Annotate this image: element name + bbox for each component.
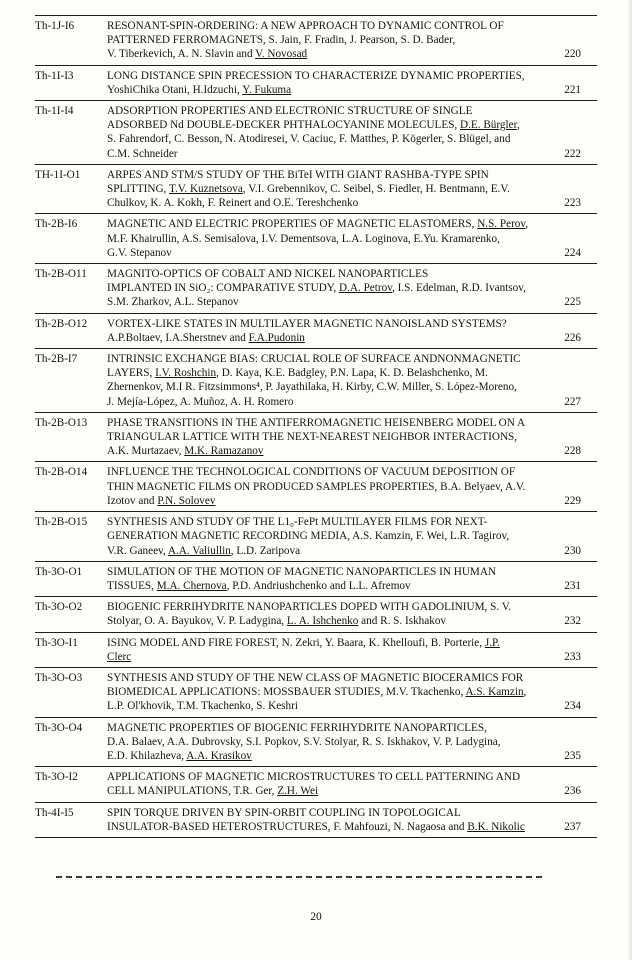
- entry-title-authors: RESONANT-SPIN-ORDERING: A NEW APPROACH TO DYNAMIC CONTROL OF PATTERNED FERROMAGNETS, S. Jain, F. Fradin, J. Pearson, S. D. Bader, V. Tiberkevich, A. N. Slavin and V. Novosad: [107, 20, 504, 61]
- entry-title-authors: PHASE TRANSITIONS IN THE ANTIFERROMAGNETIC HEISENBERG MODEL ON A TRIANGULAR LATTICE WITH THE NEXT-NEAREST NEIGHBOR INTERACTIONS, A.K. Murtazaev, M.K. Ramazanov: [107, 416, 526, 458]
- toc-entry: [35, 16, 597, 66]
- entry-page-number: 224: [564, 246, 581, 259]
- entry-page-number: 236: [564, 785, 581, 798]
- entry-page-number: 232: [564, 615, 581, 628]
- session-code: Th-1J-I6: [35, 20, 75, 32]
- toc-entry: [35, 512, 597, 562]
- entry-page-number: 234: [564, 700, 581, 713]
- session-code: Th-3O-I2: [35, 771, 78, 784]
- entry-page-number: 231: [564, 579, 581, 592]
- session-code: Th-2B-O13: [35, 416, 88, 429]
- toc-entry: [35, 314, 597, 349]
- entry-page-number: 225: [564, 296, 581, 309]
- session-code: Th-4I-I5: [35, 806, 74, 819]
- entry-page-number: 228: [564, 445, 581, 458]
- toc-table: [35, 15, 597, 838]
- toc-entry: [35, 633, 597, 668]
- entry-title-authors: ADSORPTION PROPERTIES AND ELECTRONIC STRUCTURE OF SINGLE ADSORBED Nd DOUBLE-DECKER PHTHALOCYANINE MOLECULES, D.E. Bürgler, S. Fahrendorf, C. Besson, N. Atodiresei, V. Caciuc, F. Matthes, P. Kögerler, S. Blügel, and C.M. Schneider: [107, 105, 520, 160]
- toc-entry: [35, 101, 597, 165]
- entry-title-authors: MAGNITO-OPTICS OF COBALT AND NICKEL NANOPARTICLES IMPLANTED IN SiO₂: COMPARATIVE STUDY, D.A. Petrov, I.S. Edelman, R.D. Ivantsov, S.M. Zharkov, A.L. Stepanov: [107, 268, 526, 309]
- toc-entry: [35, 462, 597, 512]
- entry-page-number: 235: [564, 749, 581, 762]
- entry-page-number: 230: [564, 544, 581, 557]
- entry-title-authors: INTRINSIC EXCHANGE BIAS: CRUCIAL ROLE OF SURFACE ANDNONMAGNETIC LAYERS, I.V. Roshchin, D. Kaya, K.E. Badgley, P.N. Lapa, K. D. Belashchenko, M. Zhernenkov, M.I R. Fitzsimmons⁴, P. Jayathilaka, H. Kirby, C.W. Miller, S. López-Moreno, J. Mejía-López, A. Muñoz, A. H. Romero: [107, 353, 521, 408]
- entry-title-authors: INFLUENCE THE TECHNOLOGICAL CONDITIONS OF VACUUM DEPOSITION OF THIN MAGNETIC FILMS ON PRODUCED SAMPLES PROPERTIES, B.A. Belyaev, A.V. Izotov and P.N. Solovev: [107, 466, 526, 507]
- entry-page-number: 220: [564, 48, 581, 61]
- entry-page-number: 222: [564, 147, 581, 160]
- session-code: Th-3O-O3: [35, 671, 83, 684]
- toc-entry: [35, 767, 597, 802]
- page-number: 20: [310, 911, 322, 923]
- entry-title-authors: MAGNETIC AND ELECTRIC PROPERTIES OF MAGNETIC ELASTOMERS, N.S. Perov, M.F. Khairullin, A.S. Semisalova, I.V. Dementsova, L.A. Loginova, E.Yu. Kramarenko, G.V. Stepanov: [107, 218, 529, 259]
- session-code: Th-1I-I4: [35, 105, 74, 118]
- entry-title-authors: ISING MODEL AND FIRE FOREST, N. Zekri, Y. Baara, K. Khelloufi, B. Porterie, J.P. Clerc: [107, 636, 500, 663]
- toc-entry: [35, 562, 597, 597]
- entry-title-authors: LONG DISTANCE SPIN PRECESSION TO CHARACTERIZE DYNAMIC PROPERTIES, YoshiChika Otani, H.Idzuchi, Y. Fukuma: [107, 69, 525, 96]
- session-code: Th-1I-I3: [35, 69, 74, 82]
- bottom-dashed-rule: [56, 876, 542, 878]
- toc-entry: [35, 413, 597, 463]
- entry-page-number: 221: [564, 83, 581, 96]
- entry-title-authors: SIMULATION OF THE MOTION OF MAGNETIC NANOPARTICLES IN HUMAN TISSUES, M.A. Chernova, P.D. Andriushchenko and L.L. Afremov: [107, 565, 497, 592]
- entry-page-number: 227: [564, 395, 581, 408]
- toc-entry: [35, 803, 597, 838]
- session-code: Th-2B-O15: [35, 516, 88, 529]
- entry-page-number: 226: [564, 331, 581, 344]
- entry-title-authors: BIOGENIC FERRIHYDRITE NANOPARTICLES DOPED WITH GADOLINIUM, S. V. Stolyar, O. A. Bayukov, V. P. Ladygina, L. A. Ishchenko and R. S. Iskhakov: [107, 601, 512, 628]
- entry-title-authors: VORTEX-LIKE STATES IN MULTILAYER MAGNETIC NANOISLAND SYSTEMS? A.P.Boltaev, I.A.Sherstnev and F.A.Pudonin: [107, 317, 507, 344]
- entry-page-number: 223: [564, 197, 581, 210]
- session-code: Th-3O-O4: [35, 721, 83, 734]
- session-code: Th-2B-O14: [35, 466, 88, 479]
- session-code: Th-2B-I7: [35, 353, 78, 366]
- entry-page-number: 229: [564, 494, 581, 507]
- entry-title-authors: MAGNETIC PROPERTIES OF BIOGENIC FERRIHYDRITE NANOPARTICLES, D.A. Balaev, A.A. Dubrovsky, S.I. Popkov, S.V. Stolyar, R. S. Iskhakov, V. P. Ladygina, E.D. Khilazheva, A.A. Krasikov: [107, 721, 501, 762]
- toc-entry: [35, 668, 597, 718]
- toc-entry: [35, 66, 597, 101]
- toc-entry: [35, 264, 597, 314]
- entry-title-authors: SYNTHESIS AND STUDY OF THE NEW CLASS OF MAGNETIC BIOCERAMICS FOR BIOMEDICAL APPLICATIONS: MOSSBAUER STUDIES, M.V. Tkachenko, A.S. Kamzin, L.P. Ol'khovik, T.M. Tkachenko, S. Keshri: [107, 671, 527, 713]
- session-code: Th-3O-I1: [35, 636, 78, 649]
- session-code: Th-3O-O2: [35, 601, 83, 614]
- session-code: Th-2B-O11: [35, 268, 87, 281]
- toc-entry: [35, 597, 597, 632]
- entry-page-number: 237: [564, 820, 581, 833]
- toc-entry: [35, 718, 597, 768]
- session-code: Th-2B-I6: [35, 218, 78, 231]
- session-code: Th-2B-O12: [35, 317, 88, 330]
- entry-title-authors: ARPES AND STM/S STUDY OF THE BiTeI WITH GIANT RASHBA-TYPE SPIN SPLITTING, T.V. Kuznetsova, V.I. Grebennikov, C. Seibel, S. Fiedler, H. Bentmann, E.V. Chulkov, K. A. Kokh, F. Reinert and O.E. Tereshchenko: [107, 168, 510, 210]
- entry-title-authors: APPLICATIONS OF MAGNETIC MICROSTRUCTURES TO CELL PATTERNING AND CELL MANIPULATIONS, T.R. Ger, Z.H. Wei: [107, 771, 521, 798]
- session-code: TH-1I-O1: [35, 168, 81, 181]
- session-code: Th-3O-O1: [35, 565, 83, 578]
- entry-title-authors: SYNTHESIS AND STUDY OF THE L1₀-FePt MULTILAYER FILMS FOR NEXT- GENERATION MAGNETIC RECORDING MEDIA, A.S. Kamzin, F. Wei, L.R. Tagirov, V.R. Ganeev, A.A. Valiullin, L.D. Zaripova: [107, 516, 510, 557]
- entry-title-authors: SPIN TORQUE DRIVEN BY SPIN-ORBIT COUPLING IN TOPOLOGICAL INSULATOR-BASED HETEROSTRUCTURES, F. Mahfouzi, N. Nagaosa and B.K. Nikolic: [107, 806, 525, 833]
- toc-entry: [35, 165, 597, 215]
- entry-page-number: 233: [564, 650, 581, 663]
- toc-entry: [35, 214, 597, 264]
- toc-entry: [35, 349, 597, 413]
